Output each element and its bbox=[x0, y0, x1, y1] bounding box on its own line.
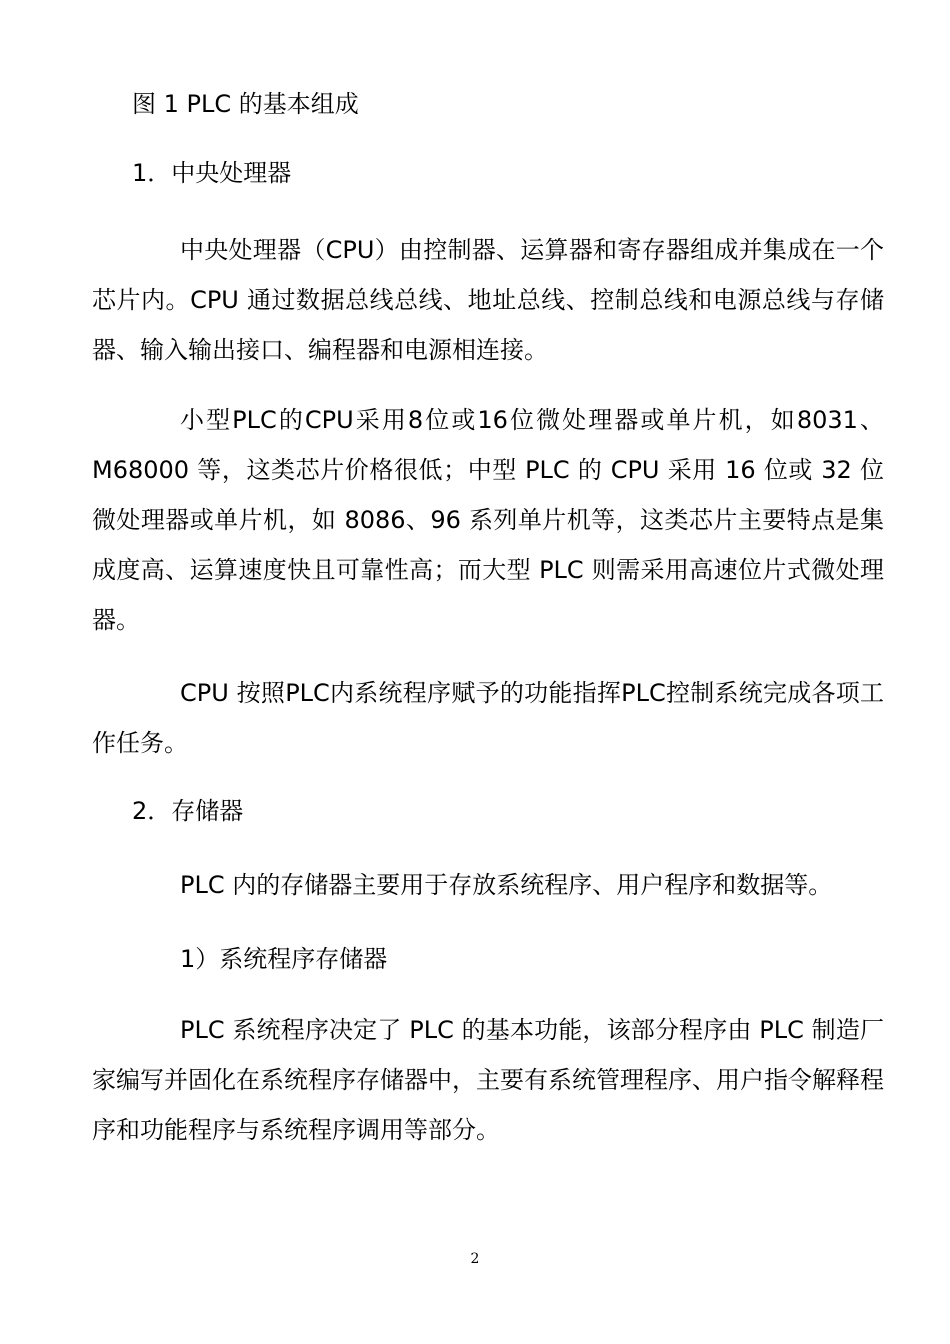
section-1-paragraph-2: 小型PLC的CPU采用8位或16位微处理器或单片机，如8031、M68000 等，这类芯片价格很低；中型 PLC 的 CPU 采用 16 位或 32 位微处理器或单片机，如 8086、96 系列单片机等，这类芯片主要特点是集成度高、运算速度快且可靠性高；而大型 PLC 则需采用高速位片式微处理器。 bbox=[92, 406, 884, 634]
section-1-paragraph-3: CPU 按照PLC内系统程序赋予的功能指挥PLC控制系统完成各项工作任务。 bbox=[92, 679, 884, 757]
page-number: 2 bbox=[470, 1251, 480, 1267]
section-1-paragraph-1: 中央处理器（CPU）由控制器、运算器和寄存器组成并集成在一个芯片内。CPU 通过数据总线总线、地址总线、控制总线和电源总线与存储器、输入输出接口、编程器和电源相连接。 bbox=[92, 236, 884, 364]
subsection-paragraph: PLC 系统程序决定了 PLC 的基本功能，该部分程序由 PLC 制造厂家编写并固化在系统程序存储器中，主要有系统管理程序、用户指令解释程序和功能程序与系统程序调用等部分。 bbox=[92, 1016, 884, 1144]
section-2-heading: 2．存储器 bbox=[132, 797, 244, 825]
section-1-heading: 1．中央处理器 bbox=[132, 159, 292, 187]
subsection-heading: 1）系统程序存储器 bbox=[180, 945, 388, 973]
section-2-intro: PLC 内的存储器主要用于存放系统程序、用户程序和数据等。 bbox=[180, 871, 833, 899]
figure-caption: 图 1 PLC 的基本组成 bbox=[132, 90, 359, 118]
